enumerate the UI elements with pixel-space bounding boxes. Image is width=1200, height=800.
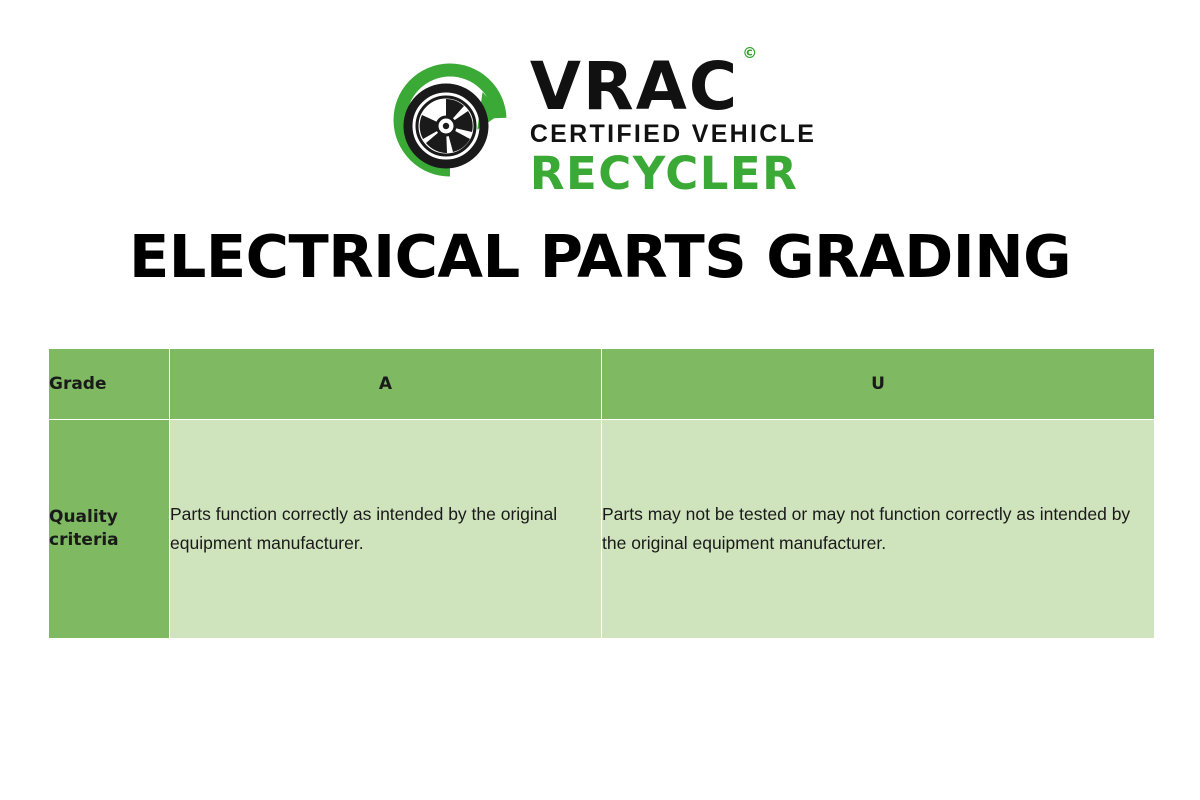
logo-wordmark-text: VRAC <box>529 48 740 125</box>
header-grade-a: A <box>170 349 602 420</box>
grading-table <box>48 348 1155 639</box>
logo-wordmark <box>529 44 816 125</box>
logo-tagline-line1: CERTIFIED VEHICLE <box>529 119 817 148</box>
header-grade-label: Grade <box>49 349 170 420</box>
header-grade-u: U <box>602 349 1155 420</box>
row-label-quality-criteria: Quality criteria <box>49 420 170 639</box>
wheel-arrow-icon <box>384 54 524 194</box>
page-title: ELECTRICAL PARTS GRADING <box>128 222 1072 291</box>
logo-text <box>529 44 817 201</box>
logo-inner <box>384 44 817 201</box>
table-header-row <box>49 349 1155 420</box>
cell-grade-a-criteria: Parts function correctly as intended by the original equipment manufacturer. <box>170 420 602 639</box>
cell-grade-u-criteria: Parts may not be tested or may not function correctly as intended by the original equipment manufacturer. <box>602 420 1155 639</box>
copyright-icon: © <box>742 44 760 62</box>
brand-logo <box>0 44 1200 201</box>
table-row <box>49 420 1155 639</box>
logo-tagline-line2: RECYCLER <box>529 147 799 201</box>
